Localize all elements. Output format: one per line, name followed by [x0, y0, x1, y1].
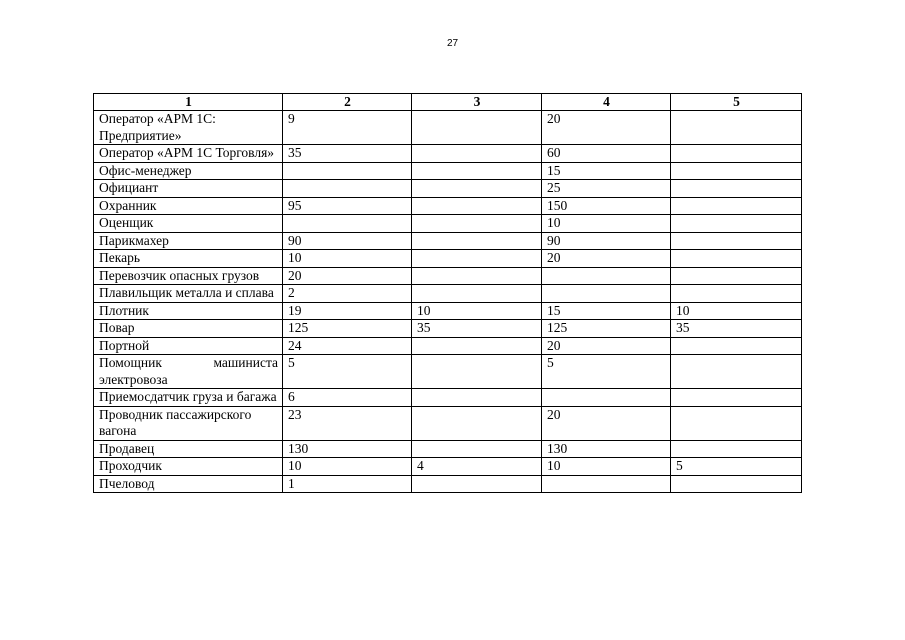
- value-cell-col-4: 10: [542, 215, 671, 233]
- value-cell-col-2: [283, 215, 412, 233]
- value-cell-col-3: [412, 355, 542, 389]
- occupation-name-cell: Плотник: [94, 302, 283, 320]
- occupation-name-cell: Оператор «АРМ 1С: Предприятие»: [94, 111, 283, 145]
- value-cell-col-2: 24: [283, 337, 412, 355]
- value-cell-col-2: 9: [283, 111, 412, 145]
- occupation-name-cell: Портной: [94, 337, 283, 355]
- value-cell-col-2: 125: [283, 320, 412, 338]
- value-cell-col-3: [412, 267, 542, 285]
- value-cell-col-4: 130: [542, 440, 671, 458]
- value-cell-col-3: [412, 197, 542, 215]
- value-cell-col-2: 19: [283, 302, 412, 320]
- column-header-3: 3: [412, 94, 542, 111]
- value-cell-col-4: 20: [542, 406, 671, 440]
- column-header-2: 2: [283, 94, 412, 111]
- value-cell-col-4: 20: [542, 111, 671, 145]
- occupation-name-cell: Проводник пассажирского вагона: [94, 406, 283, 440]
- value-cell-col-4: 5: [542, 355, 671, 389]
- value-cell-col-4: [542, 389, 671, 407]
- table-row: [94, 440, 802, 458]
- table-row: [94, 302, 802, 320]
- column-header-5: 5: [671, 94, 802, 111]
- value-cell-col-3: [412, 440, 542, 458]
- table-row: [94, 111, 802, 145]
- occupation-name-cell: Приемосдатчик груза и багажа: [94, 389, 283, 407]
- table-row: [94, 285, 802, 303]
- value-cell-col-4: 15: [542, 162, 671, 180]
- value-cell-col-4: 90: [542, 232, 671, 250]
- value-cell-col-5: [671, 215, 802, 233]
- value-cell-col-2: 20: [283, 267, 412, 285]
- occupation-name-cell: Оценщик: [94, 215, 283, 233]
- table-row: [94, 458, 802, 476]
- value-cell-col-3: [412, 250, 542, 268]
- value-cell-col-3: [412, 180, 542, 198]
- value-cell-col-2: 130: [283, 440, 412, 458]
- occupation-name-cell: Охранник: [94, 197, 283, 215]
- value-cell-col-5: [671, 337, 802, 355]
- value-cell-col-2: 5: [283, 355, 412, 389]
- column-header-4: 4: [542, 94, 671, 111]
- value-cell-col-5: [671, 355, 802, 389]
- value-cell-col-5: [671, 267, 802, 285]
- value-cell-col-4: 150: [542, 197, 671, 215]
- value-cell-col-2: 10: [283, 458, 412, 476]
- table-row: [94, 355, 802, 389]
- table-row: [94, 406, 802, 440]
- value-cell-col-5: [671, 475, 802, 493]
- value-cell-col-4: 20: [542, 337, 671, 355]
- value-cell-col-3: 35: [412, 320, 542, 338]
- table-row: [94, 215, 802, 233]
- value-cell-col-5: [671, 232, 802, 250]
- value-cell-col-3: [412, 232, 542, 250]
- value-cell-col-5: 5: [671, 458, 802, 476]
- occupation-name-cell: Перевозчик опасных грузов: [94, 267, 283, 285]
- table-row: [94, 250, 802, 268]
- value-cell-col-4: [542, 285, 671, 303]
- table-row: [94, 162, 802, 180]
- occupation-name-cell: Плавильщик металла и сплава: [94, 285, 283, 303]
- value-cell-col-2: [283, 162, 412, 180]
- occupation-name-cell: Парикмахер: [94, 232, 283, 250]
- value-cell-col-2: 10: [283, 250, 412, 268]
- value-cell-col-2: 1: [283, 475, 412, 493]
- value-cell-col-5: [671, 440, 802, 458]
- value-cell-col-3: [412, 162, 542, 180]
- table-header-row: [94, 94, 802, 111]
- value-cell-col-3: [412, 337, 542, 355]
- table-row: [94, 197, 802, 215]
- value-cell-col-2: 35: [283, 145, 412, 163]
- value-cell-col-3: 10: [412, 302, 542, 320]
- table-row: [94, 389, 802, 407]
- occupation-name-cell: Проходчик: [94, 458, 283, 476]
- value-cell-col-5: [671, 180, 802, 198]
- value-cell-col-2: 6: [283, 389, 412, 407]
- value-cell-col-2: 95: [283, 197, 412, 215]
- occupation-name-cell: Пчеловод: [94, 475, 283, 493]
- occupation-name-cell: Повар: [94, 320, 283, 338]
- value-cell-col-5: [671, 285, 802, 303]
- column-header-1: 1: [94, 94, 283, 111]
- value-cell-col-5: [671, 197, 802, 215]
- value-cell-col-3: [412, 111, 542, 145]
- value-cell-col-3: [412, 145, 542, 163]
- value-cell-col-4: [542, 475, 671, 493]
- value-cell-col-2: 2: [283, 285, 412, 303]
- value-cell-col-3: 4: [412, 458, 542, 476]
- value-cell-col-4: 10: [542, 458, 671, 476]
- value-cell-col-4: [542, 267, 671, 285]
- occupation-name-cell: Пекарь: [94, 250, 283, 268]
- table-row: [94, 145, 802, 163]
- occupation-name-cell: Официант: [94, 180, 283, 198]
- value-cell-col-5: [671, 250, 802, 268]
- value-cell-col-5: 10: [671, 302, 802, 320]
- value-cell-col-3: [412, 389, 542, 407]
- value-cell-col-3: [412, 475, 542, 493]
- value-cell-col-4: 60: [542, 145, 671, 163]
- table-row: [94, 180, 802, 198]
- value-cell-col-3: [412, 215, 542, 233]
- value-cell-col-4: 125: [542, 320, 671, 338]
- table-row: [94, 475, 802, 493]
- occupation-name-cell: Продавец: [94, 440, 283, 458]
- value-cell-col-2: 23: [283, 406, 412, 440]
- table-row: [94, 337, 802, 355]
- value-cell-col-3: [412, 406, 542, 440]
- value-cell-col-4: 15: [542, 302, 671, 320]
- value-cell-col-4: 20: [542, 250, 671, 268]
- occupation-name-cell: Помощник машиниста электровоза: [94, 355, 283, 389]
- table-row: [94, 267, 802, 285]
- value-cell-col-3: [412, 285, 542, 303]
- value-cell-col-5: [671, 389, 802, 407]
- occupations-table: [93, 93, 802, 493]
- value-cell-col-5: [671, 406, 802, 440]
- value-cell-col-5: [671, 162, 802, 180]
- table-row: [94, 232, 802, 250]
- value-cell-col-2: 90: [283, 232, 412, 250]
- occupation-name-cell: Офис-менеджер: [94, 162, 283, 180]
- value-cell-col-2: [283, 180, 412, 198]
- value-cell-col-4: 25: [542, 180, 671, 198]
- occupation-name-cell: Оператор «АРМ 1С Торговля»: [94, 145, 283, 163]
- table-body: [94, 111, 802, 493]
- table-row: [94, 320, 802, 338]
- page-number: 27: [446, 38, 459, 49]
- value-cell-col-5: [671, 145, 802, 163]
- value-cell-col-5: 35: [671, 320, 802, 338]
- value-cell-col-5: [671, 111, 802, 145]
